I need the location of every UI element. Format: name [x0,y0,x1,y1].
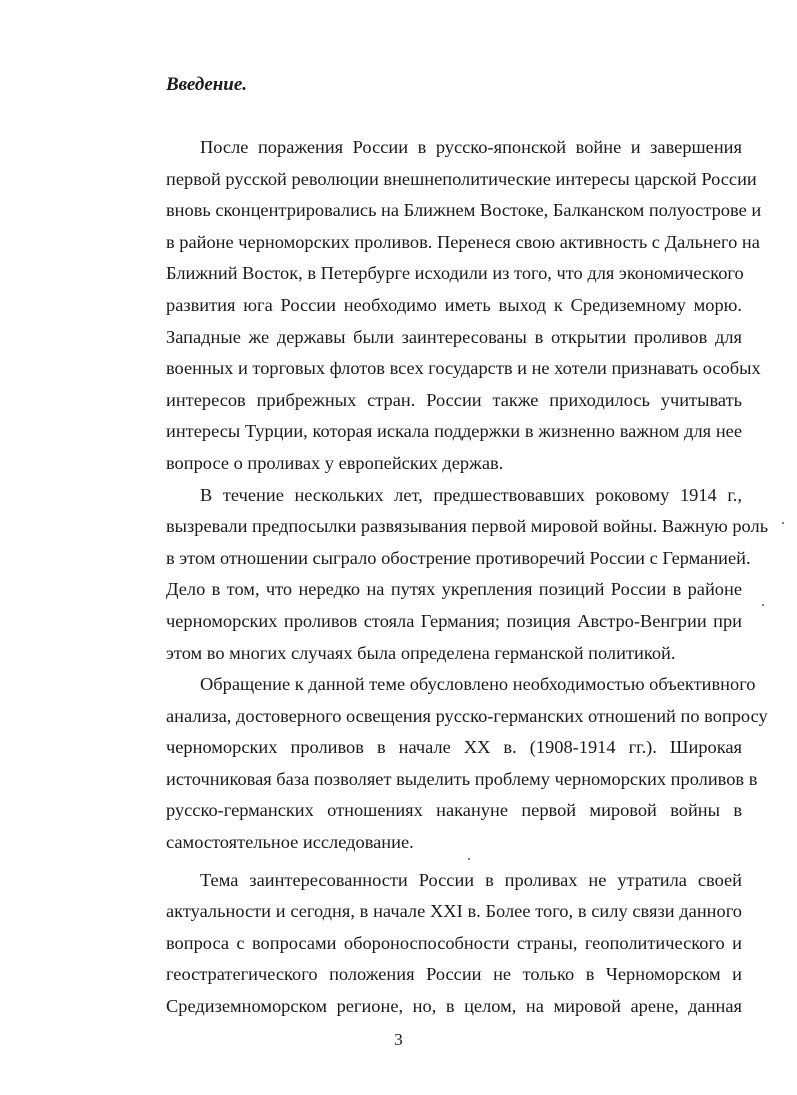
text-line: Западные же державы были заинтересованы в открытии проливов для [166,326,742,347]
text-line: самостоятельное исследование. [166,832,414,853]
text-line: первой русской революции внешнеполитические интересы царской России [166,168,757,189]
text-line: геостратегического положения России не только в Черноморском и [166,964,742,985]
page-number: 3 [394,1030,403,1049]
paragraph-2 [166,480,769,670]
text-line: вновь сконцентрировались на Ближнем Востоке, Балканском полуострове и [166,200,762,221]
section-heading: Введение. [166,74,248,95]
text-line: черноморских проливов в начале XX в. (1908-1914 гг.). Широкая [166,737,742,758]
paragraph-4 [166,865,742,1023]
paragraph-3 [166,669,768,859]
text-line: После поражения России в русско-японской войне и завершения [200,137,742,157]
text-line: вызревали предпосылки развязывания первой мировой войны. Важную роль [166,516,769,537]
text-line: актуальности и сегодня, в начале XXI в. Более того, в силу связи данного [166,901,742,922]
body-text [166,132,769,1023]
text-line: Обращение к данной теме обусловлено необходимостью объективного [200,674,756,695]
text-line: этом во многих случаях была определена германской политикой. [166,642,676,663]
text-line: анализа, достоверного освещения русско-германских отношений по вопросу [166,705,768,726]
scan-speck [468,858,470,860]
text-line: русско-германских отношениях накануне первой мировой войны в [166,800,742,821]
scan-speck [762,604,764,606]
text-line: интересов прибрежных стран. России также приходилось учитывать [166,389,742,410]
text-line: Средиземноморском регионе, но, в целом, на мировой арене, данная [166,996,742,1017]
text-line: В течение нескольких лет, предшествовавших роковому 1914 г., [200,484,742,505]
text-line: вопроса с вопросами обороноспособности страны, геополитического и [166,932,742,953]
text-line: Ближний Восток, в Петербурге исходили из того, что для экономического [166,263,744,284]
paragraph-1 [166,132,762,480]
text-line: черноморских проливов стояла Германия; позиция Австро-Венгрии при [166,610,742,631]
text-line: в этом отношении сыграло обострение противоречий России с Германией. [166,547,751,568]
text-line: развития юга России необходимо иметь выход к Средиземному морю. [166,294,742,315]
text-line: в районе черноморских проливов. Перенеся свою активность с Дальнего на [166,231,760,252]
text-line: вопросе о проливах у европейских держав. [166,452,504,473]
scan-speck [782,522,784,524]
text-line: Тема заинтересованности России в проливах не утратила своей [200,869,742,890]
text-line: военных и торговых флотов всех государств и не хотели признавать особых [166,358,761,379]
text-line: Дело в том, что нередко на путях укрепления позиций России в районе [166,579,742,600]
text-line: источниковая база позволяет выделить проблему черноморских проливов в [166,768,758,789]
text-line: интересы Турции, которая искала поддержки в жизненно важном для нее [166,421,742,442]
